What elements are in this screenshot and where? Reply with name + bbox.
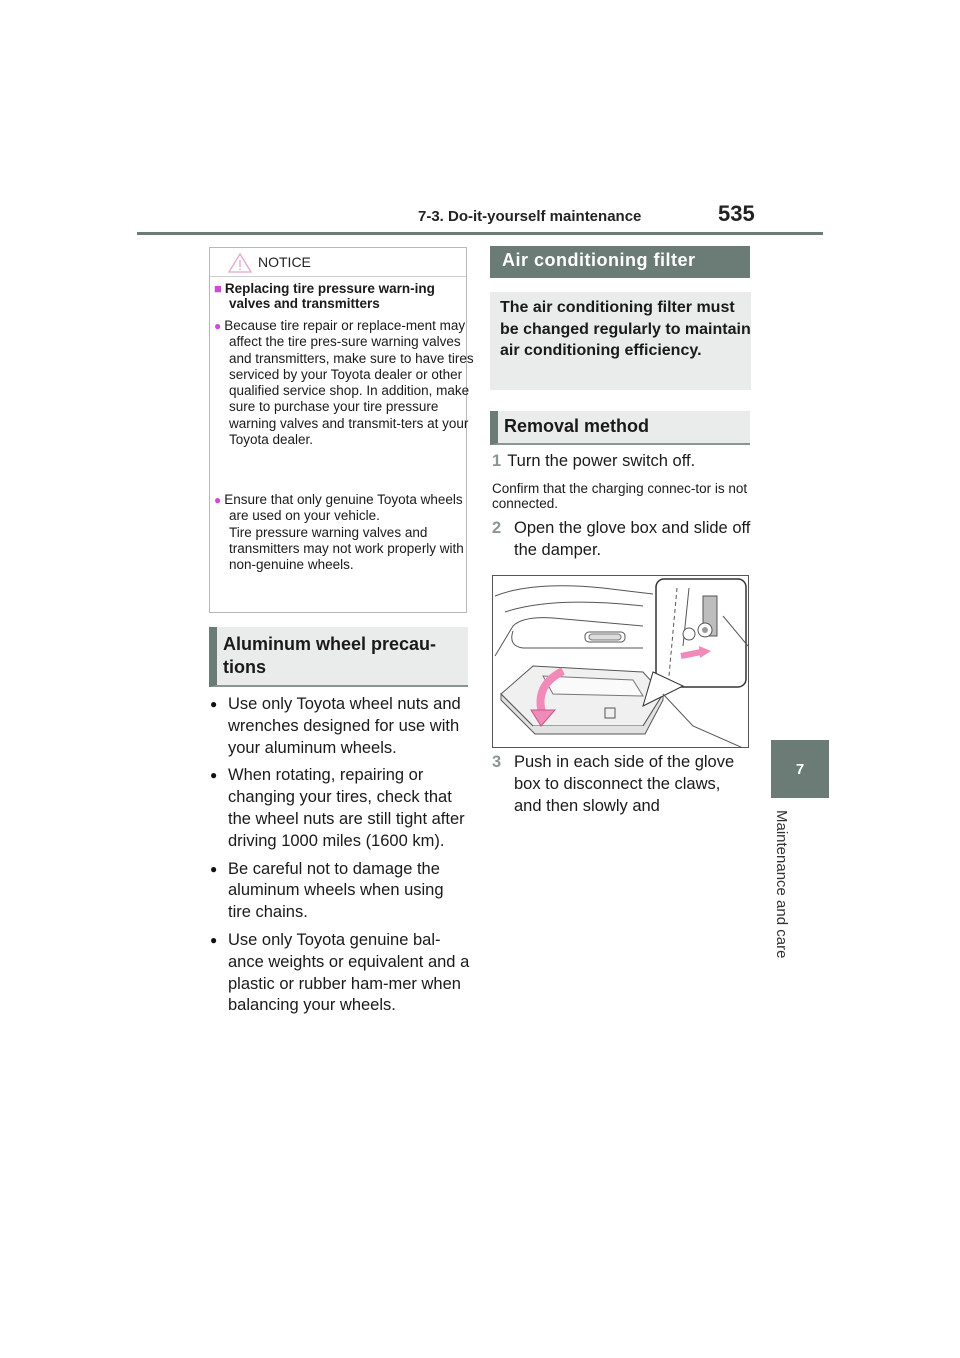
glove-box-illustration [492, 575, 749, 748]
step-1 [492, 451, 752, 473]
page-number: 535 [718, 201, 755, 226]
step-3 [492, 752, 752, 817]
list-item: ● When rotating, repairing or changing your tires, check that the wheel nuts are still tight after driving 1000 miles (1600 km). [210, 765, 470, 852]
removal-heading: Removal method [490, 411, 750, 445]
notice-header [210, 248, 466, 277]
dot-bullet-icon: ● [214, 493, 222, 507]
step-number: 2 [492, 519, 502, 537]
notice-item: ● Ensure that only genuine Toyota wheels are used on your vehicle. Tire pressure warning valves and transmitters may not work properly with non-genuine wheels. [229, 492, 479, 573]
list-item: ● Be careful not to damage the aluminum wheels when using tire chains. [210, 859, 470, 924]
dot-bullet-icon: ● [214, 319, 222, 333]
section-title: 7-3. Do-it-yourself maintenance [418, 208, 642, 225]
chapter-name [760, 810, 800, 980]
ac-filter-heading: Air conditioning filter [490, 246, 750, 278]
notice-item-continuation: Tire pressure warning valves and transmitters may not work properly with non-genuine wheels. [229, 524, 464, 573]
aluminum-heading: Aluminum wheel precau-tions [209, 627, 468, 687]
step-number: 1 [492, 452, 502, 470]
list-item: ● Use only Toyota wheel nuts and wrenches designed for use with your aluminum wheels. [210, 694, 470, 759]
notice-title: NOTICE [258, 254, 311, 270]
header-rule [137, 232, 823, 235]
step-text: Open the glove box and slide off the damper. [514, 519, 751, 559]
step-number: 3 [492, 753, 502, 771]
warning-triangle-icon [228, 253, 252, 273]
notice-subheading: ■ Replacing tire pressure warn-ing valves and transmitters [214, 281, 435, 311]
list-item: ● Use only Toyota genuine bal-ance weights or equivalent and a plastic or rubber ham-mer when balancing your wheels. [210, 930, 470, 1017]
step-2 [492, 518, 752, 562]
square-bullet-icon: ■ [214, 281, 222, 296]
ac-filter-intro: The air conditioning filter must be changed regularly to maintain air conditioning efficiency. [490, 292, 751, 390]
step-1-note: Confirm that the charging connec-tor is not connected. [492, 481, 748, 511]
glove-box-drawing [493, 576, 749, 748]
chapter-name-label: Maintenance and care [773, 810, 790, 959]
notice-item: ● Because tire repair or replace-ment may affect the tire pres-sure warning valves and transmitters, make sure to have tires serviced by your Toyota dealer or other qualified service shop. In addition, make sure to purchase your tire pressure warning valves and transmit-ters at your Toyota dealer. [214, 318, 474, 448]
step-text: Turn the power switch off. [507, 452, 696, 470]
aluminum-bullet-list [210, 694, 470, 1023]
chapter-tab: 7 [771, 740, 829, 798]
step-text: Push in each side of the glove box to disconnect the claws, and then slowly and [514, 753, 735, 815]
